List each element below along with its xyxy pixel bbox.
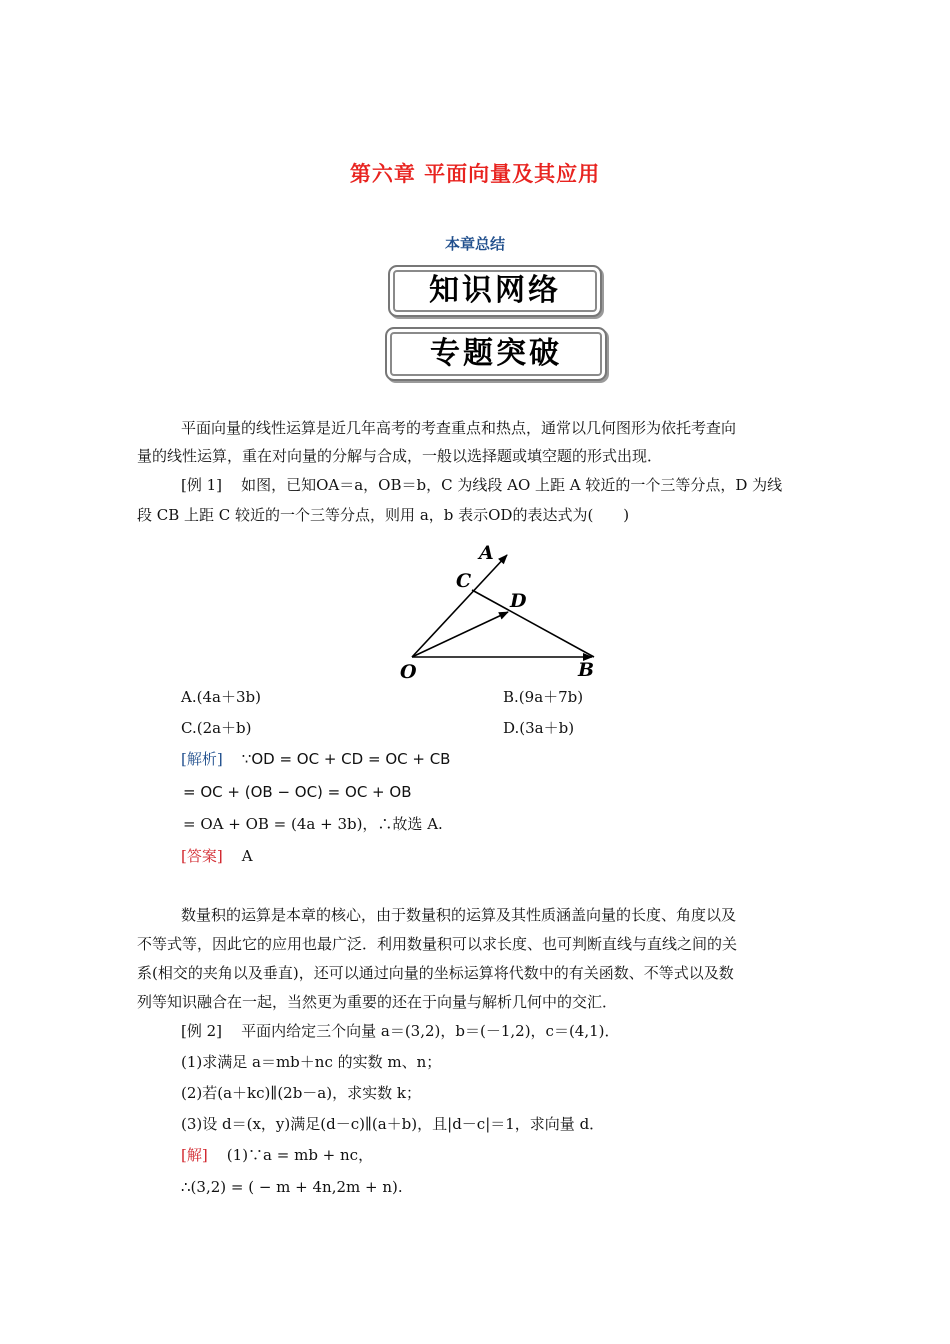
banner-topic-breakthrough: 专题突破 bbox=[385, 327, 607, 381]
section2-intro-line1: 数量积的运算是本章的核心，由于数量积的运算及其性质涵盖向量的长度、角度以及 bbox=[181, 906, 737, 924]
question-1: (1)求满足 a＝mb＋nc 的实数 m、n； bbox=[181, 1053, 442, 1071]
section1-intro-line2: 量的线性运算，重在对向量的分解与合成，一般以选择题或填空题的形式出现． bbox=[137, 447, 663, 465]
example1-tag: [例 1] bbox=[181, 476, 223, 494]
segment-od bbox=[412, 612, 508, 657]
question-3: (3)设 d＝(x，y)满足(d－c)∥(a＋b)，且|d－c|＝1，求向量 d． bbox=[181, 1115, 605, 1133]
section2-intro-line2: 不等式等，因此它的应用也最广泛．利用数量积可以求长度、也可判断直线与直线之间的关 bbox=[137, 935, 738, 953]
solution-line1: [解] (1)∵a = mb + nc， bbox=[181, 1146, 374, 1164]
label-c: C bbox=[456, 570, 472, 592]
label-d: D bbox=[510, 590, 527, 612]
banner-knowledge-network: 知识网络 bbox=[388, 265, 602, 317]
segment-cb bbox=[472, 590, 594, 657]
analysis-line3: = OA + OB = (4a + 3b)，∴故选 A. bbox=[183, 815, 443, 833]
option-c: C.(2a＋b) bbox=[181, 719, 252, 737]
example2-tag: [例 2] bbox=[181, 1022, 223, 1040]
solution-tag: [解] bbox=[181, 1146, 208, 1164]
summary-label: 本章总结 bbox=[444, 235, 505, 253]
example1-text-line1: 如图，已知OA＝a，OB＝b，C 为线段 AO 上距 A 较近的一个三等分点，D 为线 bbox=[241, 476, 783, 494]
analysis-tag: [解析] bbox=[181, 750, 223, 768]
vector-triangle-figure bbox=[390, 535, 610, 685]
label-b: B bbox=[578, 659, 595, 681]
question-2: (2)若(a＋kc)∥(2b－a)，求实数 k； bbox=[181, 1084, 421, 1102]
option-b: B.(9a＋7b) bbox=[503, 688, 584, 706]
example1-text-line2: 段 CB 上距 C 较近的一个三等分点，则用 a，b 表示OD的表达式为( ) bbox=[137, 506, 630, 524]
section2-intro-line4: 列等知识融合在一起，当然更为重要的还在于向量与解析几何中的交汇． bbox=[137, 993, 618, 1011]
chapter-title: 第六章 平面向量及其应用 bbox=[349, 162, 601, 186]
label-o: O bbox=[400, 661, 417, 683]
analysis-line1: [解析] ∵OD = OC + CD = OC + CB bbox=[181, 750, 451, 768]
solution-line2: ∴(3,2) = ( − m + 4n,2m + n). bbox=[181, 1178, 403, 1196]
answer-value: A bbox=[241, 847, 253, 865]
option-d: D.(3a＋b) bbox=[503, 719, 575, 737]
analysis-line2: = OC + (OB − OC) = OC + OB bbox=[183, 783, 412, 801]
example2-text: 平面内给定三个向量 a＝(3,2)，b＝(－1,2)，c＝(4,1)． bbox=[241, 1022, 620, 1040]
section2-intro-line3: 系(相交的夹角以及垂直)，还可以通过向量的坐标运算将代数中的有关函数、不等式以及数 bbox=[137, 964, 734, 982]
label-a: A bbox=[479, 542, 494, 564]
section1-intro-line1: 平面向量的线性运算是近几年高考的考查重点和热点，通常以几何图形为依托考查向 bbox=[181, 419, 737, 437]
example1-line1 bbox=[181, 475, 782, 495]
option-a: A.(4a＋3b) bbox=[181, 688, 261, 706]
answer-tag: [答案] bbox=[181, 847, 223, 865]
example2-line bbox=[181, 1021, 620, 1041]
answer-line bbox=[181, 846, 253, 866]
